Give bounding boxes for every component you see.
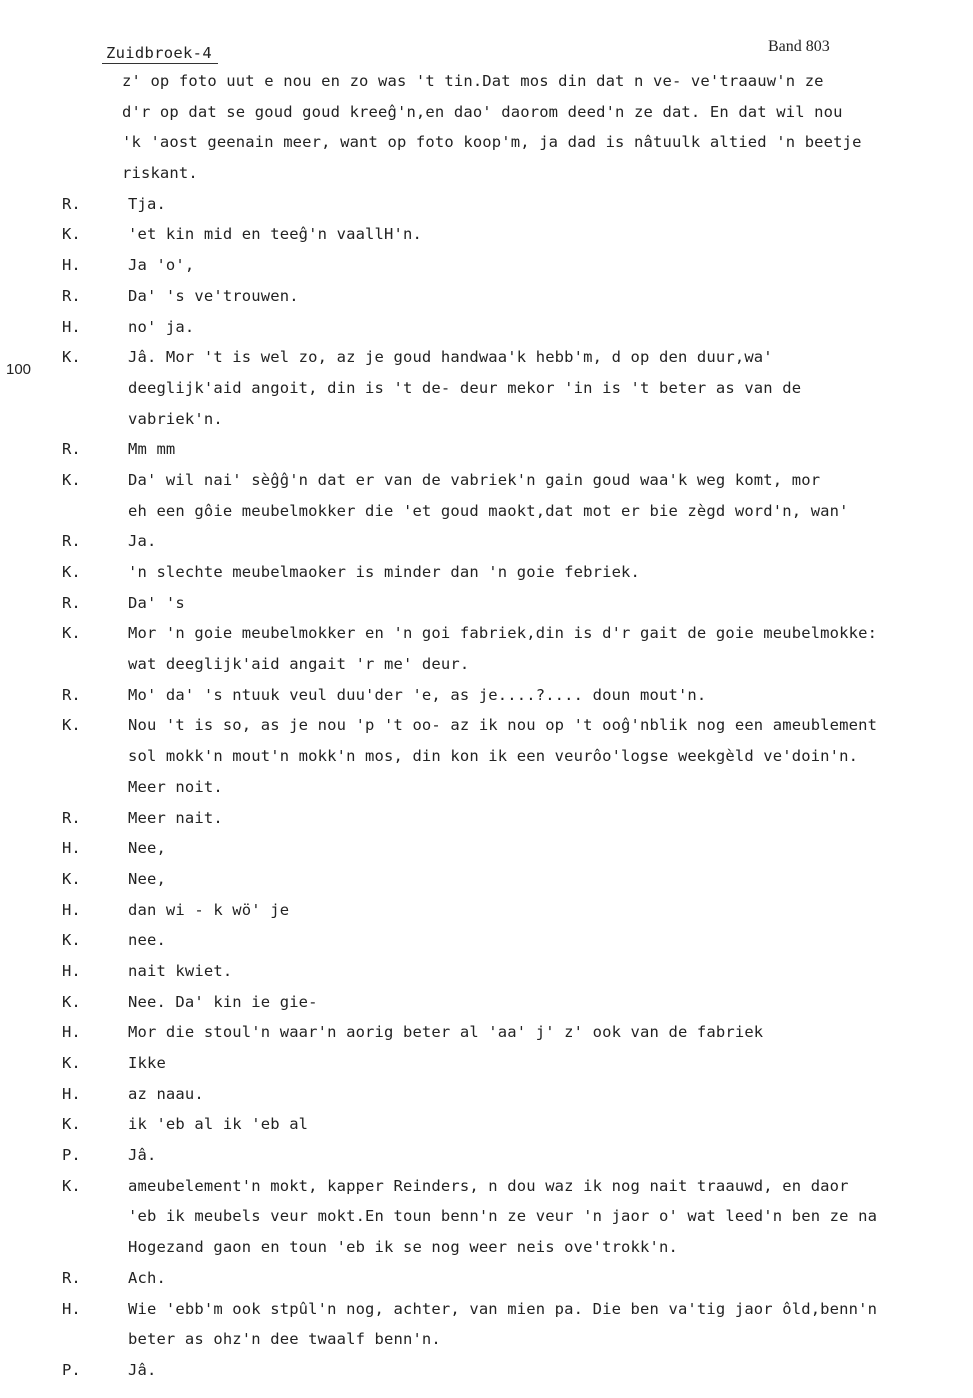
speaker-label: H. (62, 900, 81, 919)
transcript-line (0, 250, 973, 281)
utterance-text: Mo' da' 's ntuuk veul duu'der 'e, as je....?.... doun mout'n. (128, 685, 707, 704)
transcript-line (0, 1294, 973, 1325)
margin-line-number: 100 (6, 361, 32, 378)
utterance-text: Meer nait. (128, 808, 223, 827)
speaker-label: R. (62, 194, 81, 213)
transcript-line (0, 189, 973, 220)
speaker-label: K. (62, 992, 81, 1011)
speaker-label: R. (62, 532, 81, 551)
transcript-line (0, 833, 973, 864)
speaker-label: R. (62, 440, 81, 459)
speaker-label: K. (62, 624, 81, 643)
speaker-label: K. (62, 563, 81, 581)
transcript-line (0, 925, 973, 956)
transcript-line (0, 97, 973, 128)
utterance-text: 'et kin mid en teeĝ'n vaallH'n. (128, 225, 422, 244)
utterance-text: z' op foto uut e nou en zo was 't tin.Dat mos din dat n ve- ve'traauw'n ze (122, 72, 824, 90)
transcript-line (0, 1109, 973, 1140)
speaker-label: H. (62, 1084, 81, 1103)
transcript-line (0, 342, 973, 373)
utterance-text: deeglijk'aid angoit, din is 't de- deur mekor 'in is 't beter as van de (128, 378, 802, 397)
utterance-text: Ja. (128, 532, 157, 551)
utterance-text: az naau. (128, 1084, 204, 1103)
transcript-line (0, 1017, 973, 1048)
transcript-line (0, 66, 973, 97)
transcript-line (0, 373, 973, 404)
speaker-label: H. (62, 961, 81, 980)
transcript-line (0, 741, 973, 772)
utterance-text: sol mokk'n mout'n mokk'n mos, din kon ik een veurôo'logse weekgèld ve'doin'n. (128, 747, 859, 766)
utterance-text: Ach. (128, 1268, 166, 1287)
utterance-text: Nou 't is so, as je nou 'p 't oo- az ik nou op 't ooĝ'nblik nog een ameublement (128, 716, 878, 735)
transcript-line (0, 987, 973, 1018)
transcript (0, 66, 973, 1386)
utterance-text: Ja 'o', (128, 256, 195, 275)
transcript-line (0, 956, 973, 987)
utterance-text: Nee, (128, 839, 166, 858)
utterance-text: ameubelement'n mokt, kapper Reinders, n dou waz ik nog nait traauwd, en daor (128, 1176, 849, 1195)
transcript-line (0, 219, 973, 250)
transcript-line (0, 649, 973, 680)
speaker-label: K. (62, 1115, 81, 1134)
utterance-text: ik 'eb al ik 'eb al (128, 1115, 309, 1134)
transcript-line (0, 127, 973, 158)
utterance-text: vabriek'n. (128, 409, 223, 428)
transcript-line (0, 618, 973, 649)
utterance-text: Da' wil nai' sèĝĝ'n dat er van de vabriek'n gain goud waa'k weg komt, mor (128, 470, 821, 489)
document-title: Zuidbroek-4 (102, 44, 218, 64)
band-number: Band 803 (768, 38, 830, 55)
utterance-text: Ikke (128, 1054, 166, 1072)
utterance-text: 'n slechte meubelmaoker is minder dan 'n goie febriek. (128, 563, 641, 581)
utterance-text: Jâ. Mor 't is wel zo, az je goud handwaa'k hebb'm, d op den duur,wa' (128, 348, 773, 367)
transcript-line (0, 1263, 973, 1294)
utterance-text: Mor die stoul'n waar'n aorig beter al 'aa' j' z' ook van de fabriek (128, 1023, 764, 1042)
utterance-text: no' ja. (128, 317, 195, 336)
transcript-line (0, 1232, 973, 1263)
transcript-line (0, 158, 973, 189)
utterance-text: Jâ. (128, 1146, 157, 1165)
transcript-line (0, 526, 973, 557)
speaker-label: R. (62, 685, 81, 704)
speaker-label: H. (62, 839, 81, 858)
speaker-label: K. (62, 869, 81, 888)
utterance-text: Mor 'n goie meubelmokker en 'n goi fabriek,din is d'r gait de goie meubelmokke: (128, 624, 878, 643)
speaker-label: K. (62, 1054, 81, 1072)
transcript-line (0, 557, 973, 588)
speaker-label: K. (62, 716, 81, 735)
utterance-text: Mm mm (128, 440, 176, 459)
speaker-label: R. (62, 593, 81, 612)
utterance-text: Nee, (128, 869, 166, 888)
speaker-label: H. (62, 1023, 81, 1042)
transcript-line (0, 772, 973, 803)
utterance-text: dan wi - k wö' je (128, 900, 290, 919)
utterance-text: Meer noit. (128, 777, 223, 796)
utterance-text: Da' 's ve'trouwen. (128, 286, 299, 305)
transcript-line (0, 404, 973, 435)
transcript-line (0, 1324, 973, 1355)
utterance-text: 'k 'aost geenain meer, want op foto koop'm, ja dad is nâtuulk altied 'n beetje (122, 133, 862, 152)
transcript-line (0, 1171, 973, 1202)
utterance-text: Nee. Da' kin ie gie- (128, 992, 318, 1011)
transcript-line (0, 1140, 973, 1171)
utterance-text: wat deeglijk'aid angait 'r me' deur. (128, 655, 470, 674)
transcript-line (0, 281, 973, 312)
speaker-label: R. (62, 808, 81, 827)
transcript-line (0, 588, 973, 619)
speaker-label: P. (62, 1146, 81, 1165)
speaker-label: K. (62, 225, 81, 244)
utterance-text: nait kwiet. (128, 961, 233, 980)
transcript-line (0, 895, 973, 926)
speaker-label: K. (62, 1176, 81, 1195)
transcript-line (0, 680, 973, 711)
utterance-text: Jâ. (128, 1360, 157, 1379)
transcript-line (0, 496, 973, 527)
transcript-line (0, 1355, 973, 1386)
transcript-line (0, 1201, 973, 1232)
utterance-text: 'eb ik meubels veur mokt.En toun benn'n ze veur 'n jaor o' wat leed'n ben ze na (128, 1207, 878, 1226)
speaker-label: R. (62, 1268, 81, 1287)
transcript-line (0, 803, 973, 834)
utterance-text: Hogezand gaon en toun 'eb ik se nog weer neis ove'trokk'n. (128, 1238, 678, 1257)
utterance-text: nee. (128, 931, 166, 950)
utterance-text: beter as ohz'n dee twaalf benn'n. (128, 1330, 441, 1349)
utterance-text: Wie 'ebb'm ook stpûl'n nog, achter, van mien pa. Die ben va'tig jaor ôld,benn'n (128, 1299, 878, 1318)
speaker-label: K. (62, 348, 81, 367)
transcript-line (0, 1079, 973, 1110)
transcript-line (0, 312, 973, 343)
utterance-text: Da' 's (128, 593, 185, 612)
speaker-label: H. (62, 256, 81, 275)
transcript-line (0, 465, 973, 496)
transcript-line (0, 710, 973, 741)
speaker-label: H. (62, 1299, 81, 1318)
speaker-label: P. (62, 1360, 81, 1379)
utterance-text: d'r op dat se goud goud kreeĝ'n,en dao' daorom deed'n ze dat. En dat wil nou (122, 102, 843, 121)
speaker-label: R. (62, 286, 81, 305)
utterance-text: eh een gôie meubelmokker die 'et goud maokt,dat mot er bie zègd word'n, wan' (128, 501, 849, 520)
speaker-label: K. (62, 931, 81, 950)
transcript-line (0, 864, 973, 895)
utterance-text: riskant. (122, 164, 198, 183)
speaker-label: H. (62, 317, 81, 336)
utterance-text: Tja. (128, 194, 166, 213)
transcript-line (0, 1048, 973, 1079)
speaker-label: K. (62, 470, 81, 489)
transcript-line (0, 434, 973, 465)
